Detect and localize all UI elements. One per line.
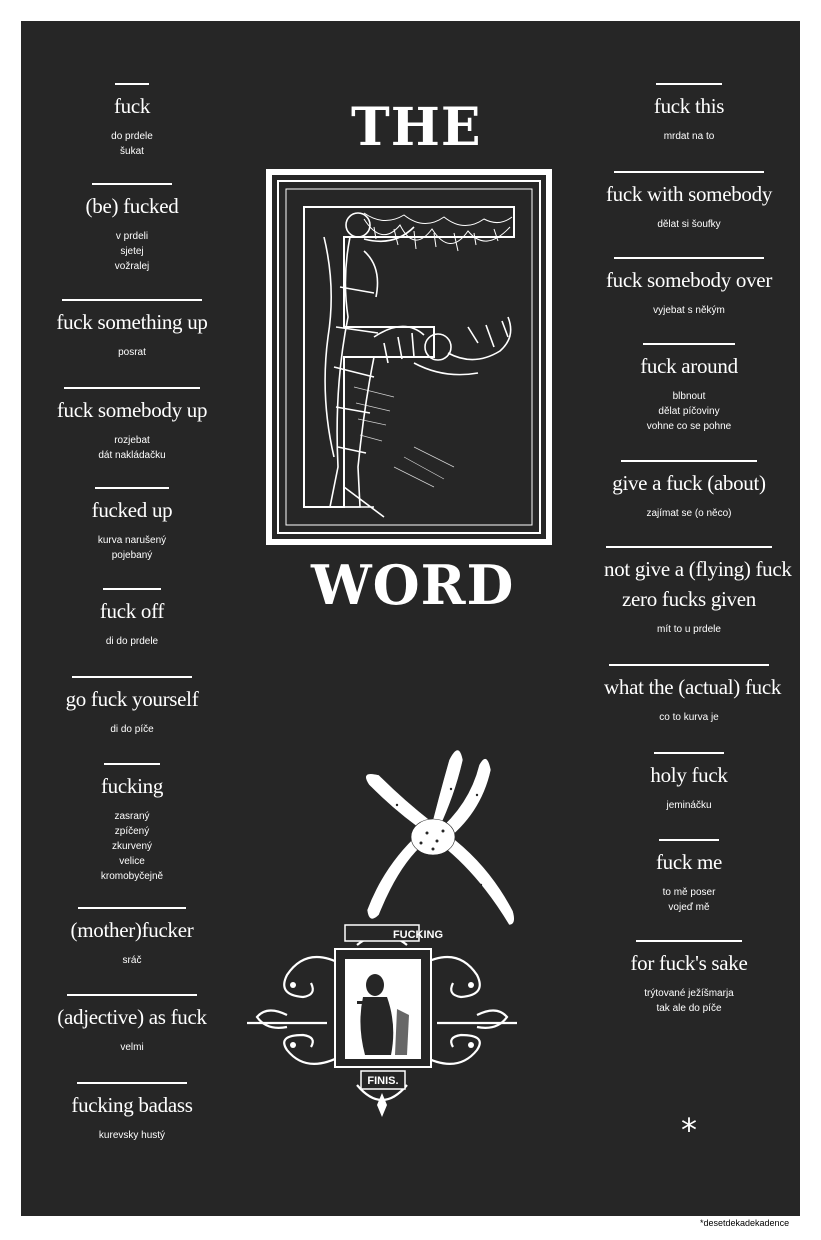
- entry-term: fuck somebody up: [56, 398, 208, 422]
- entry-translations: [51, 433, 213, 463]
- entry-fuck-somebody-up: [51, 387, 213, 463]
- entry-be-fucked: [51, 183, 213, 274]
- entry-rule: [659, 839, 719, 841]
- title-word: WORD: [311, 553, 515, 617]
- entry-motherfucker: [51, 907, 213, 968]
- finis-label: FINIS.: [367, 1075, 399, 1087]
- entry-rule: [606, 546, 772, 548]
- entry-term: fuck: [113, 94, 151, 118]
- entry-term: give a fuck (about): [612, 471, 766, 495]
- entry-rule: [115, 83, 149, 85]
- translation: vyjebat s někým: [653, 305, 725, 316]
- title-the: THE: [351, 97, 482, 158]
- entry-rule: [72, 676, 192, 678]
- translation: di do prdele: [105, 636, 159, 647]
- entry-term: fuck with somebody: [605, 182, 773, 206]
- translation: tak ale do píče: [656, 1003, 722, 1014]
- translation: zajímat se (o něco): [646, 508, 732, 519]
- entry-translations: [51, 953, 213, 968]
- translation: zasraný: [114, 811, 150, 822]
- translation: vojeď mě: [668, 902, 710, 913]
- translation: to mě poser: [662, 887, 716, 898]
- translation: zpíčený: [114, 826, 150, 837]
- entry-translations: [51, 129, 213, 159]
- entry-fuck-something-up: [51, 299, 213, 360]
- entry-go-fuck-yourself: [51, 676, 213, 737]
- translation: rozjebat: [114, 435, 150, 446]
- entry-rule: [92, 183, 172, 185]
- entry-fuck-with-somebody: [604, 171, 774, 232]
- translation: kurva narušený: [97, 535, 167, 546]
- entry-fuck-me: [604, 839, 774, 915]
- entry-translations: [51, 229, 213, 274]
- translation: trýtované ježíšmarja: [644, 988, 734, 999]
- translation: posrat: [118, 347, 146, 358]
- translation: dělat si šoufky: [657, 219, 721, 230]
- entry-rule: [62, 299, 202, 301]
- entry-term: fuck around: [640, 354, 738, 378]
- entry-fucked-up: [51, 487, 213, 563]
- translation: šukat: [120, 146, 144, 157]
- entry-translations: [51, 809, 213, 884]
- entry-rule: [104, 763, 160, 765]
- entry-fuck: [51, 83, 213, 159]
- entry-term: (mother)fucker: [70, 918, 194, 942]
- translation: dát nakládačku: [98, 450, 166, 461]
- entry-rule: [77, 1082, 187, 1084]
- entry-adjective-as-fuck: [51, 994, 213, 1055]
- entry-term: fuck something up: [56, 310, 208, 334]
- entry-term: fucked up: [91, 498, 173, 522]
- entry-fucking-badass: [51, 1082, 213, 1143]
- entry-translations: [51, 722, 213, 737]
- translation: v prdeli: [115, 231, 149, 242]
- entry-rule: [64, 387, 200, 389]
- entry-term: for fuck's sake: [630, 951, 748, 975]
- entry-term: what the (actual) fuck: [604, 675, 782, 699]
- entry-translations: [604, 986, 774, 1016]
- entry-give-a-fuck: [604, 460, 774, 521]
- translation: mít to u prdele: [657, 624, 721, 635]
- entry-term: fucking: [100, 774, 164, 798]
- entry-translations: [604, 622, 774, 637]
- entry-not-give-a-flying-fuck: [604, 546, 792, 637]
- translation: vohne co se pohne: [646, 421, 732, 432]
- translation: jemináčku: [666, 800, 712, 811]
- entry-rule: [614, 171, 764, 173]
- translation: di do píče: [110, 724, 154, 735]
- entry-rule: [636, 940, 742, 942]
- entry-term: (adjective) as fuck: [57, 1005, 207, 1029]
- entry-translations: [604, 798, 774, 813]
- translation: sjetej: [120, 246, 144, 257]
- entry-translations: [604, 217, 774, 232]
- entry-term: not give a (flying) fuck: [604, 557, 792, 581]
- translation: sráč: [122, 955, 142, 966]
- entry-fucking: [51, 763, 213, 884]
- entry-term: fuck off: [99, 599, 165, 623]
- entry-term: fuck this: [653, 94, 725, 118]
- entry-term: (be) fucked: [85, 194, 179, 218]
- entry-translations: [51, 1040, 213, 1055]
- entry-translations: [604, 303, 774, 318]
- entry-holy-fuck: [604, 752, 774, 813]
- entry-what-the-actual-fuck: [604, 664, 782, 725]
- translation: vožralej: [114, 261, 150, 272]
- entry-rule: [621, 460, 757, 462]
- entry-rule: [656, 83, 722, 85]
- entry-fuck-around: [604, 343, 774, 434]
- entry-for-fucks-sake: [604, 940, 774, 1016]
- translation: pojebaný: [111, 550, 153, 561]
- entry-term: fucking badass: [71, 1093, 193, 1117]
- entry-rule: [67, 994, 197, 996]
- entry-rule: [78, 907, 186, 909]
- entry-translations: [604, 710, 774, 725]
- entry-translations: [51, 634, 213, 649]
- translation: dělat píčoviny: [658, 406, 720, 417]
- translation: velice: [119, 856, 145, 867]
- entry-translations: [51, 1128, 213, 1143]
- asterisk-icon: *: [681, 1111, 697, 1149]
- translation: zkurvený: [111, 841, 152, 852]
- entry-translations: [51, 533, 213, 563]
- translation: blbnout: [672, 391, 706, 402]
- translation: mrdat na to: [663, 131, 715, 142]
- entry-term: fuck me: [655, 850, 723, 874]
- entry-term: fuck somebody over: [605, 268, 773, 292]
- starfish-illustration: [339, 725, 519, 925]
- entry-rule: [643, 343, 735, 345]
- entry-translations: [604, 129, 774, 144]
- translation: do prdele: [111, 131, 153, 142]
- translation: co to kurva je: [659, 712, 719, 723]
- entry-translations: [604, 885, 774, 915]
- entry-term: holy fuck: [650, 763, 728, 787]
- entry-fuck-off: [51, 588, 213, 649]
- entry-fuck-somebody-over: [604, 257, 774, 318]
- entry-rule: [103, 588, 161, 590]
- entry-rule: [654, 752, 724, 754]
- credit: *desetdekadekadence: [700, 1218, 790, 1228]
- entry-rule: [614, 257, 764, 259]
- translation: velmi: [120, 1042, 144, 1053]
- entry-translations: [604, 506, 774, 521]
- poster: [21, 21, 800, 1216]
- entry-rule: [95, 487, 169, 489]
- translation: kurevsky hustý: [98, 1130, 166, 1141]
- entry-translations: [51, 345, 213, 360]
- translation: kromobyčejně: [100, 871, 164, 882]
- woodcut-initial-f: [264, 167, 554, 547]
- entry-rule: [609, 664, 769, 666]
- entry-fuck-this: [604, 83, 774, 144]
- ribbon-label: FUCKING: [392, 929, 444, 941]
- entry-translations: [604, 389, 774, 434]
- entry-term-alt: zero fucks given: [622, 587, 756, 611]
- entry-term: go fuck yourself: [65, 687, 199, 711]
